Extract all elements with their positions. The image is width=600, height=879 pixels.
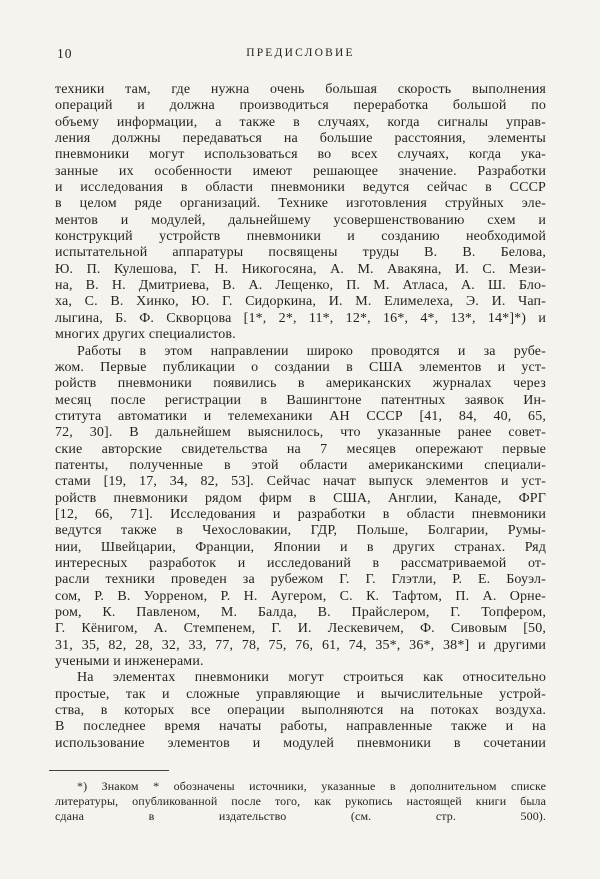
text-line: ские авторские свидетельства на 7 месяцев опережают первые [55, 441, 546, 457]
text-line: Ю. П. Кулешова, Г. Н. Никогосяна, А. М. Авакяна, И. С. Мези- [55, 261, 546, 277]
footnote [55, 779, 546, 824]
text-line: использование элементов и модулей пневмоники в сочетании [55, 735, 546, 751]
text-line: нии, Швейцарии, Франции, Японии и в других странах. Ряд [55, 539, 546, 555]
text-line: ства, в которых все операции выполняются на потоках воздуха. [55, 703, 546, 719]
text-line: пневмоники могут использоваться во всех случаях, когда ука- [55, 147, 546, 163]
text-line: патенты, полученные в этой области американскими специали- [55, 457, 546, 473]
text-line: Г. Кёнигом, А. Стемпенем, Г. И. Лескевичем, Ф. Сивовым [50, [55, 621, 546, 637]
text-line: 72, 30]. В дальнейшем выяснилось, что указанные ранее совет- [55, 425, 546, 441]
text-line: месяц после регистрации в Вашингтоне патентных заявок Ин- [55, 392, 546, 408]
text-line: ха, С. В. Хинко, Ю. Г. Сидоркина, И. М. Елимелеха, Э. И. Чап- [55, 294, 546, 310]
text-line: ром, К. Павленом, М. Балда, В. Прайслером, Г. Топфером, [55, 605, 546, 620]
text-line: конструкций устройств пневмоники и созданию необходимой [55, 229, 546, 245]
text-line: В последнее время начаты работы, направленные также и на [55, 719, 546, 735]
text-line: лыгина, Б. Ф. Скворцова [1*, 2*, 11*, 12*, 16*, 4*, 13*, 14*]*) и [55, 310, 546, 326]
text-line: ментов и модулей, дальнейшему усовершенствованию схем и [55, 212, 546, 228]
footnote-rule [49, 770, 169, 771]
text-line: многих других специалистов. [55, 327, 236, 343]
text-line: расли техники проведен за рубежом Г. Г. Глэтли, Р. Е. Боуэл- [55, 572, 546, 588]
text-line: ройств пневмоники рядом фирм в США, Англии, Канаде, ФРГ [55, 490, 546, 506]
running-title: ПРЕДИСЛОВИЕ [246, 47, 355, 59]
text-line: ления должны передаваться на большие расстояния, элементы [55, 131, 546, 147]
text-line: простые, так и сложные управляющие и вычислительные устрой- [55, 686, 546, 702]
text-line: жом. Первые публикации о создании в США элементов и уст- [55, 359, 546, 375]
body-text [55, 82, 546, 752]
text-line: испытательной аппаратуры посвящены труды В. В. Белова, [55, 245, 546, 261]
page-header [55, 46, 546, 61]
footnote-line: литературы, опубликованной после того, как рукопись настоящей книги была [55, 794, 546, 809]
text-line: 31, 35, 82, 28, 32, 33, 77, 78, 75, 76, 61, 74, 35*, 36*, 38*] и другими [55, 637, 546, 653]
text-line: ведутся также в Чехословакии, ГДР, Польше, Болгарии, Румы- [55, 523, 546, 539]
text-line: стами [19, 17, 34, 82, 53]. Сейчас начат выпуск элементов и уст- [55, 474, 546, 490]
footnote-line: *) Знаком * обозначены источники, указанные в дополнительном списке [77, 779, 546, 794]
text-line: занные их особенности имеют решающее значение. Разработки [55, 163, 546, 179]
text-line: объему информации, а также в случаях, когда сигналы управ- [55, 114, 546, 130]
footnote-line: сдана в издательство (см. стр. 500). [55, 809, 546, 824]
text-line: на, В. Н. Дмитриева, В. А. Лещенко, П. М. Атласа, А. Ш. Бло- [55, 278, 546, 294]
text-line: сом, Р. В. Уорреном, Р. Н. Аугером, С. К. Тафтом, П. А. Орне- [55, 588, 546, 604]
text-line: учеными и инженерами. [55, 654, 204, 670]
text-line: [12, 66, 71]. Исследования и разработки в области пневмоники [55, 506, 546, 522]
text-line: операций и должна производиться переработка большой по [55, 98, 546, 114]
text-line: в целом ряде организаций. Технике изготовления струйных эле- [55, 196, 546, 212]
text-line: и исследования в области пневмоники ведутся сейчас в СССР [55, 180, 546, 196]
text-line: ститута автоматики и телемеханики АН СССР [41, 84, 40, 65, [55, 408, 546, 424]
text-line: ройств пневмоники появились в американских журналах через [55, 376, 546, 392]
text-line: интересных разработок и исследований в рассматриваемой от- [55, 555, 546, 571]
text-line: Работы в этом направлении широко проводятся и за рубе- [77, 343, 546, 359]
text-line: На элементах пневмоники могут строиться как относительно [77, 670, 546, 686]
text-line: техники там, где нужна очень большая скорость выполнения [55, 82, 546, 97]
page-number: 10 [57, 46, 73, 61]
